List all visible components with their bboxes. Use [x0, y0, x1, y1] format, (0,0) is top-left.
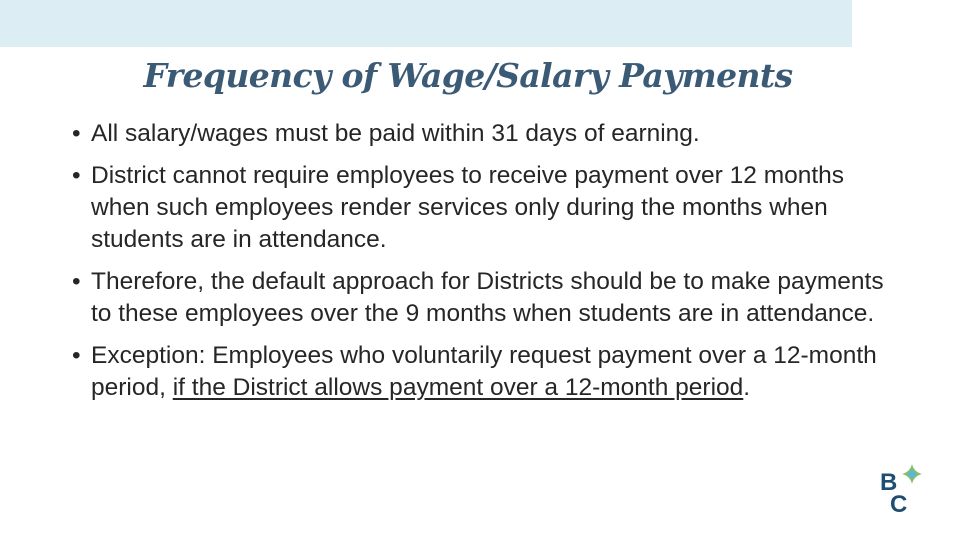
bullet-item	[72, 266, 902, 330]
sparkle-icon	[902, 464, 922, 484]
bullet-item	[72, 160, 902, 256]
bullet-list	[72, 118, 902, 414]
bullet-item	[72, 340, 902, 404]
bullet-text: Exception: Employees who voluntarily request payment over a 12-month period,	[91, 342, 877, 401]
bullet-item	[72, 118, 902, 150]
logo-letter-c: C	[890, 491, 908, 516]
bc-logo	[876, 456, 932, 516]
bullet-text: Therefore, the default approach for Districts should be to make payments to these employees over the 9 months when students are in attendance.	[91, 268, 884, 327]
header-band	[0, 0, 852, 47]
bullet-text-end: .	[743, 374, 751, 401]
bullet-underlined-text: if the District allows payment over a 12-month period	[172, 374, 744, 401]
bullet-text: District cannot require employees to receive payment over 12 months when such employees render services only during the months when students are in attendance.	[91, 162, 845, 253]
slide-title: Frequency of Wage/Salary Payments	[143, 56, 793, 95]
logo-letter-b: B	[880, 469, 898, 496]
bullet-text: All salary/wages must be paid within 31 days of earning.	[91, 120, 700, 147]
